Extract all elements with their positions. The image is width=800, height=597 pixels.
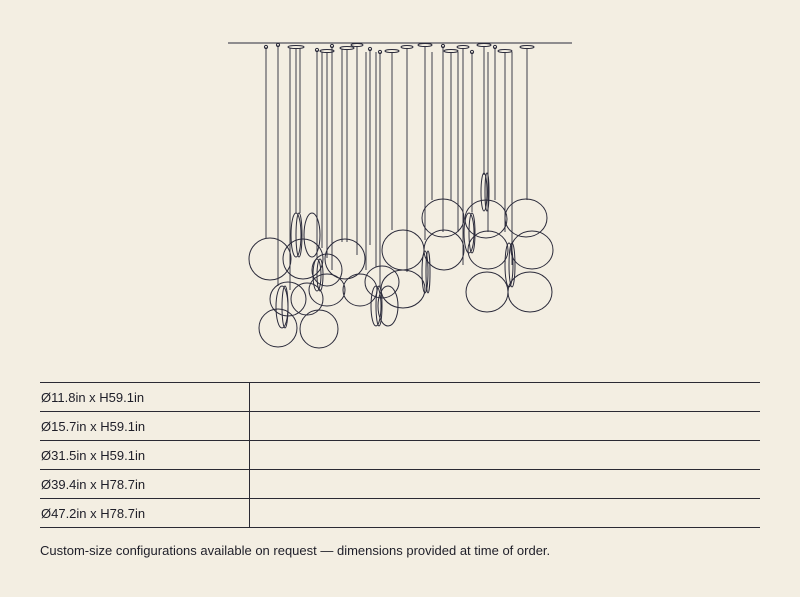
size-label: Ø47.2in x H78.7in	[40, 499, 250, 528]
size-label: Ø31.5in x H59.1in	[40, 441, 250, 470]
empty-cell	[250, 412, 761, 441]
size-label: Ø11.8in x H59.1in	[40, 383, 250, 412]
size-spec-table	[40, 382, 760, 528]
size-label: Ø15.7in x H59.1in	[40, 412, 250, 441]
table-row	[40, 441, 760, 470]
empty-cell	[250, 383, 761, 412]
size-label: Ø39.4in x H78.7in	[40, 470, 250, 499]
table-row	[40, 412, 760, 441]
table-row	[40, 499, 760, 528]
globe-cluster-left	[249, 230, 425, 348]
ceiling-mounts	[264, 43, 534, 53]
empty-cell	[250, 499, 761, 528]
footnote-text: Custom-size configurations available on request — dimensions provided at time of order.	[40, 543, 551, 558]
empty-cell	[250, 441, 761, 470]
suspension-cables	[266, 45, 527, 290]
table-row	[40, 470, 760, 499]
edge-discs	[276, 173, 515, 328]
globe-cluster-right	[422, 199, 553, 312]
table-row	[40, 383, 760, 412]
empty-cell	[250, 470, 761, 499]
